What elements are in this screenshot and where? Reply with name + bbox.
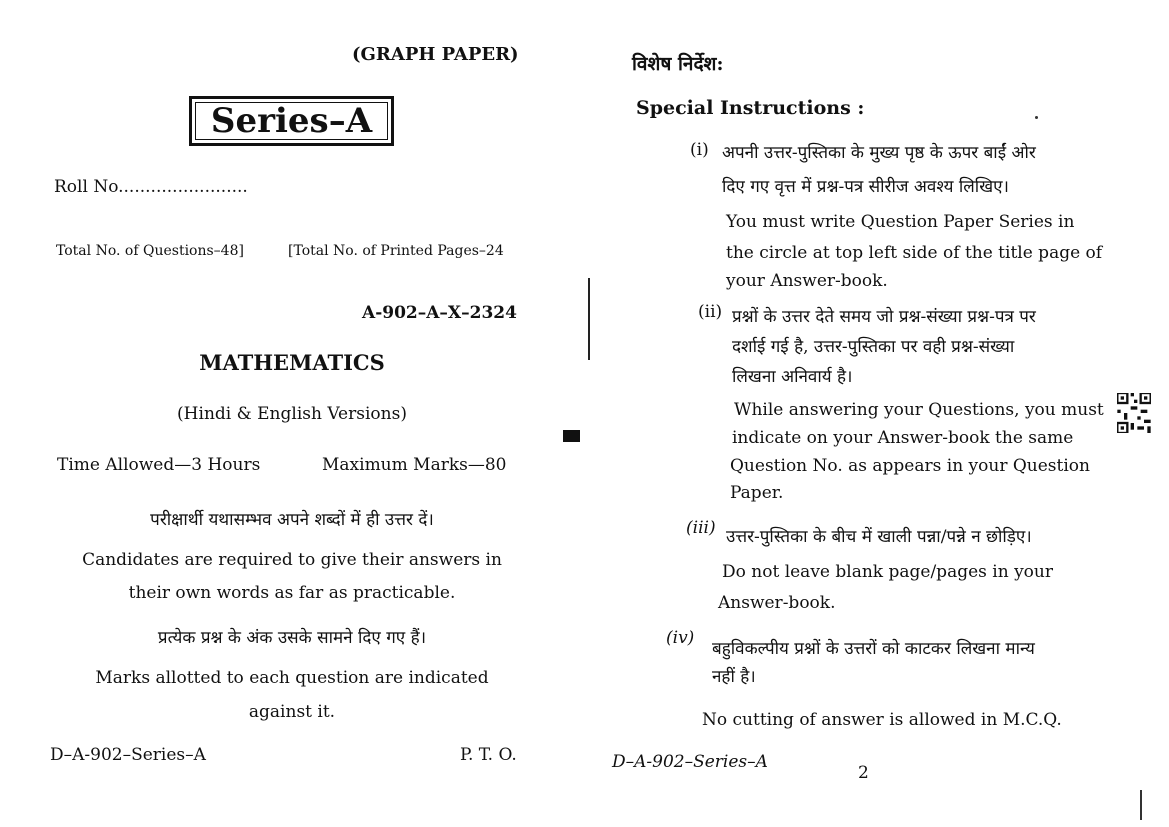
graph-paper-note: (GRAPH PAPER): [352, 44, 519, 65]
instruction-english-line: Question No. as appears in your Question: [730, 456, 1090, 476]
qr-code-icon: [1117, 393, 1151, 433]
total-questions: Total No. of Questions–48]: [56, 243, 244, 259]
instruction-hindi-line: उत्तर-पुस्तिका के बीच में खाली पन्ना/पन्ने न छोड़िए।: [726, 527, 1032, 547]
instruction-english-line: You must write Question Paper Series in: [726, 212, 1075, 232]
instruction-english-line: No cutting of answer is allowed in M.C.Q.: [702, 710, 1062, 730]
instructions-page: [584, 0, 1169, 827]
instruction-hindi-line: दिए गए वृत्त में प्रश्न-पत्र सीरीज अवश्य लिखिए।: [722, 177, 1009, 197]
fold-mark: [563, 430, 580, 442]
heading-english: Special Instructions :: [636, 97, 865, 119]
instruction-number: (iv): [666, 628, 695, 648]
scan-speck: [1035, 116, 1038, 119]
right-footer-code: D–A-902–Series–A: [612, 752, 768, 772]
english-note-own-words-line2: their own words as far as practicable.: [128, 583, 456, 603]
instruction-number: (i): [690, 140, 709, 160]
instruction-hindi-line: अपनी उत्तर-पुस्तिका के मुख्य पृष्ठ के ऊपर बाईं ओर: [722, 143, 1036, 163]
english-note-marks-line1: Marks allotted to each question are indicated: [95, 668, 489, 688]
page-edge-mark: [1140, 790, 1142, 820]
subject-title: MATHEMATICS: [199, 350, 385, 375]
instruction-hindi-line: बहुविकल्पीय प्रश्नों के उत्तरों को काटकर लिखना मान्य: [712, 639, 1035, 659]
instruction-english-line: Answer-book.: [718, 593, 836, 613]
maximum-marks: Maximum Marks—80: [322, 455, 507, 475]
instruction-number: (iii): [686, 518, 716, 538]
instruction-hindi-line: लिखना अनिवार्य है।: [732, 367, 853, 387]
instruction-english-line: the circle at top left side of the title page of: [726, 243, 1103, 263]
instruction-english-line: your Answer-book.: [726, 271, 888, 291]
versions-note: (Hindi & English Versions): [177, 404, 407, 424]
time-allowed: Time Allowed—3 Hours: [57, 455, 261, 475]
heading-hindi: विशेष निर्देश:: [632, 53, 724, 75]
left-footer-code: D–A-902–Series–A: [50, 745, 206, 765]
english-note-marks-line2: against it.: [248, 702, 336, 722]
instruction-english-line: While answering your Questions, you must: [734, 400, 1104, 420]
instruction-hindi-line: प्रश्नों के उत्तर देते समय जो प्रश्न-संख्या प्रश्न-पत्र पर: [732, 307, 1036, 327]
instruction-hindi-line: नहीं है।: [712, 667, 756, 687]
hindi-note-marks: प्रत्येक प्रश्न के अंक उसके सामने दिए गए हैं।: [157, 628, 427, 648]
instruction-hindi-line: दर्शाई गई है, उत्तर-पुस्तिका पर वही प्रश्न-संख्या: [732, 337, 1015, 357]
hindi-note-own-words: परीक्षार्थी यथासम्भव अपने शब्दों में ही उत्तर दें।: [150, 510, 434, 530]
series-box: [189, 96, 394, 146]
total-pages: [Total No. of Printed Pages–24: [288, 243, 504, 259]
instruction-number: (ii): [698, 302, 723, 322]
page-number: 2: [858, 763, 869, 783]
roll-number-field: Roll No........................: [54, 177, 248, 197]
series-label: Series–A: [210, 101, 373, 141]
cover-page: [0, 0, 584, 827]
instruction-english-line: indicate on your Answer-book the same: [732, 428, 1074, 448]
instruction-english-line: Do not leave blank page/pages in your: [722, 562, 1053, 582]
english-note-own-words-line1: Candidates are required to give their answers in: [82, 550, 502, 570]
paper-code: A-902–A–X–2324: [362, 303, 517, 323]
instruction-english-line: Paper.: [730, 483, 784, 503]
pto-label: P. T. O.: [460, 745, 517, 765]
